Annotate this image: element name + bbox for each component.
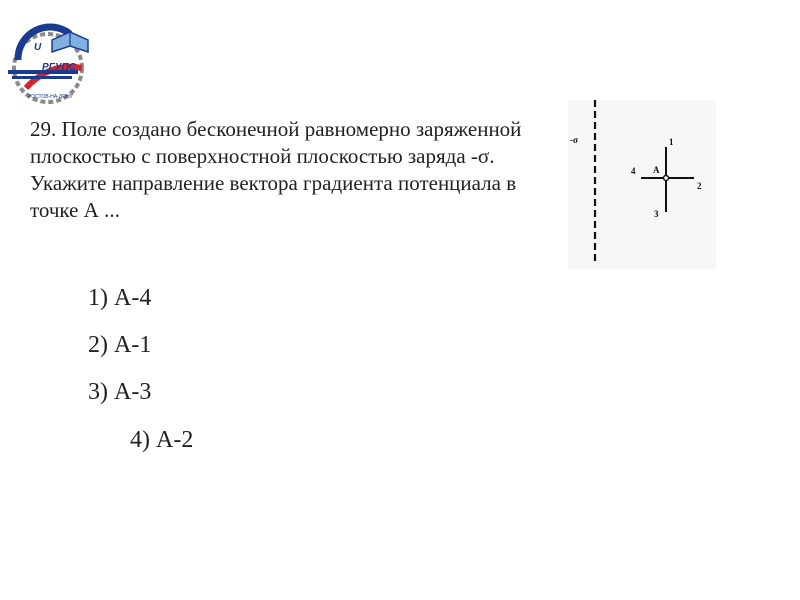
direction-label-1: 1 — [669, 137, 674, 147]
logo-letter: U — [34, 42, 42, 53]
direction-label-4: 4 — [631, 166, 636, 176]
field-diagram — [568, 100, 716, 270]
direction-label-2: 2 — [697, 181, 702, 191]
point-a-marker — [664, 176, 669, 181]
answer-option-2: 2) А-1 — [88, 332, 152, 358]
point-a-label: A — [653, 165, 660, 175]
logo-ring-text: РОСТОВ-НА-ДОНУ — [28, 94, 73, 100]
answer-option-3: 3) А-3 — [88, 379, 152, 405]
rgups-logo — [0, 10, 100, 105]
answer-option-1: 1) А-4 — [88, 285, 152, 311]
sigma-label: -σ — [570, 135, 578, 145]
answer-option-4: 4) А-2 — [130, 427, 194, 453]
question-text: 29. Поле создано бесконечной равномерно заряженной плоскостью с поверхностной плоскостью заряда -σ. Укажите направление вектора градиента потенциала в точке А ... — [30, 117, 522, 222]
logo-text: РГУПС — [42, 62, 76, 73]
direction-label-3: 3 — [654, 209, 659, 219]
